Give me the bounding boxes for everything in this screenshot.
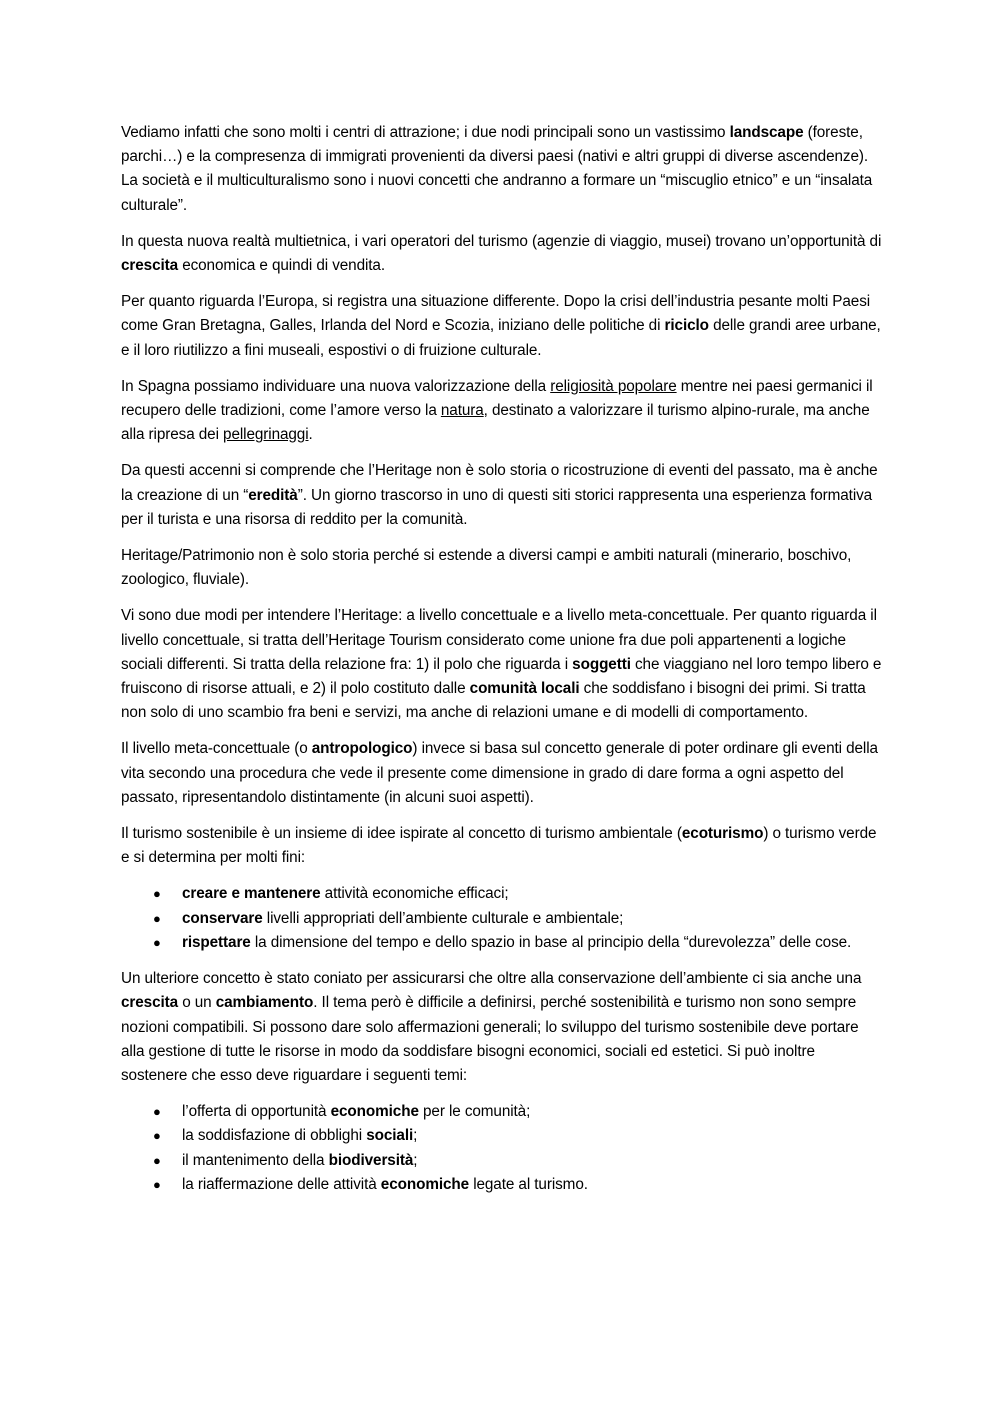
- text-run: ”. Un giorno trascorso in uno di questi siti storici rappresenta una esperienza formativa per il turista e una risorsa di reddito per la comunità.: [121, 486, 873, 528]
- document-body: [121, 121, 883, 1209]
- list-item: [153, 882, 883, 906]
- text-run: livelli appropriati dell’ambiente culturale e ambientale;: [262, 909, 624, 927]
- bold-term: antropologico: [311, 740, 413, 758]
- bullet-icon: ●: [153, 1128, 161, 1144]
- text-run: il mantenimento della: [182, 1151, 329, 1169]
- paragraph: [121, 544, 883, 592]
- bold-term: riciclo: [664, 317, 709, 335]
- text-run: Per quanto riguarda l’Europa, si registra una situazione differente. Dopo la crisi dell’industria pesante molti Paesi come Gran Bretagna, Galles, Irlanda del Nord e Scozia, iniziano delle politiche di: [121, 293, 871, 335]
- list-item: [153, 1149, 883, 1173]
- bullet-icon: ●: [153, 910, 161, 926]
- bullet-icon: ●: [153, 1104, 161, 1120]
- text-run: ) o turismo verde e si determina per molti fini:: [121, 825, 877, 867]
- bold-term: comunità locali: [469, 680, 580, 698]
- bold-term: soggetti: [572, 655, 631, 673]
- text-run: Il livello meta-concettuale (o: [121, 740, 312, 758]
- goals-list: [121, 882, 883, 955]
- text-run: (foreste, parchi…) e la compresenza di immigrati provenienti da diversi paesi (nativi e altri gruppi di diverse ascendenze). La società e il multiculturalismo sono i nuovi concetti che andranno a formare un “miscuglio etnico” e un “insalata culturale”.: [121, 124, 873, 214]
- bold-term: cambiamento: [215, 994, 314, 1012]
- paragraph: [121, 375, 883, 448]
- text-run: delle grandi aree urbane, e il loro riutilizzo a fini museali, espostivi o di fruizione culturale.: [121, 317, 881, 359]
- paragraph: [121, 967, 883, 1088]
- bold-term: eredità: [248, 486, 298, 504]
- text-run: attività economiche efficaci;: [320, 885, 509, 903]
- themes-list: [121, 1100, 883, 1197]
- paragraph: [121, 604, 883, 725]
- text-run: che soddisfano i bisogni dei primi. Si tratta non solo di uno scambio fra beni e servizi, ma anche di relazioni umane e di modelli di comportamento.: [121, 680, 866, 722]
- text-run: .: [308, 426, 313, 444]
- text-run: per le comunità;: [418, 1103, 531, 1121]
- text-run: che viaggiano nel loro tempo libero e fruiscono di risorse attuali, e 2) il polo costituto dalle: [121, 655, 882, 698]
- text-run: mentre nei paesi germanici il recupero delle tradizioni, come l’amore verso la: [121, 377, 873, 420]
- bold-term: economiche: [330, 1103, 419, 1121]
- bold-term: economiche: [380, 1175, 470, 1193]
- text-run: In questa nuova realtà multietnica, i vari operatori del turismo (agenzie di viaggio, musei) trovano un’opportunità di: [121, 232, 882, 250]
- bullet-icon: ●: [153, 934, 161, 950]
- bold-term: sociali: [366, 1127, 414, 1145]
- paragraph: [121, 822, 883, 870]
- bold-term: ecoturismo: [681, 825, 764, 843]
- text-run: In Spagna possiamo individuare una nuova valorizzazione della: [121, 377, 551, 395]
- paragraphs-before-list: [121, 121, 883, 870]
- text-run: ) invece si basa sul concetto generale di poter ordinare gli eventi della vita secondo una procedura che vede il presente come dimensione in grado di dare forma a ogni aspetto del passato, ripresentandolo distintamente (in alcuni suoi aspetti).: [121, 740, 878, 806]
- list-item: [153, 907, 883, 931]
- text-run: Da questi accenni si comprende che l’Heritage non è solo storia o ricostruzione di eventi del passato, ma è anche la creazione di un “: [121, 462, 878, 504]
- text-run: la riaffermazione delle attività: [182, 1175, 381, 1193]
- bold-term: conservare: [182, 909, 263, 927]
- text-run: , destinato a valorizzare il turismo alpino-rurale, ma anche alla ripresa dei: [121, 402, 870, 444]
- paragraph: [121, 290, 883, 363]
- underlined-term: pellegrinaggi: [223, 426, 309, 444]
- bold-term: crescita: [121, 994, 179, 1012]
- text-run: la dimensione del tempo e dello spazio in base al principio della “durevolezza” delle cose.: [250, 933, 852, 951]
- bold-term: biodiversità: [328, 1151, 414, 1169]
- paragraph: [121, 459, 883, 532]
- bold-term: landscape: [729, 124, 804, 141]
- text-run: o un: [178, 994, 216, 1012]
- text-run: economica e quindi di vendita.: [178, 257, 385, 275]
- bold-term: crescita: [121, 257, 179, 275]
- underlined-term: religiosità popolare: [550, 377, 677, 395]
- list-item: [153, 1100, 883, 1124]
- bullet-icon: ●: [153, 886, 161, 902]
- text-run: legate al turismo.: [469, 1175, 588, 1193]
- list-item: [153, 1173, 883, 1197]
- text-run: . Il tema però è difficile a definirsi, perché sostenibilità e turismo non sono sempre nozioni compatibili. Si possono dare solo affermazioni generali; lo sviluppo del turismo sostenibile deve portare alla gestione di tutte le risorse in modo da soddisfare bisogni economici, sociali ed estetici. Si può inoltre sostenere che esso deve riguardare i seguenti temi:: [121, 994, 859, 1084]
- paragraph: [121, 737, 883, 810]
- paragraph: [121, 121, 883, 218]
- text-run: Un ulteriore concetto è stato coniato per assicurarsi che oltre alla conservazione dell’ambiente ci sia anche una: [121, 970, 862, 988]
- text-run: ;: [413, 1127, 418, 1145]
- underlined-term: natura: [440, 402, 484, 420]
- list-item: [153, 931, 883, 955]
- text-run: ;: [413, 1151, 418, 1169]
- paragraph: [121, 230, 883, 278]
- bold-term: creare e mantenere: [182, 885, 321, 903]
- text-run: Vi sono due modi per intendere l’Heritage: a livello concettuale e a livello meta-concettuale. Per quanto riguarda il livello concettuale, si tratta dell’Heritage Tourism considerato come unione fra due poli appartenenti a logiche sociali differenti. Si tratta della relazione fra: 1) il polo che riguarda i: [121, 607, 877, 673]
- text-run: Il turismo sostenibile è un insieme di idee ispirate al concetto di turismo ambientale (: [121, 825, 682, 843]
- bold-term: rispettare: [182, 933, 251, 951]
- paragraph-after-list: [121, 967, 883, 1088]
- text-run: Heritage/Patrimonio non è solo storia perché si estende a diversi campi e ambiti naturali (minerario, boschivo, zoologico, fluviale).: [121, 547, 852, 589]
- text-run: la soddisfazione di obblighi: [182, 1127, 367, 1145]
- bullet-icon: ●: [153, 1176, 161, 1192]
- list-item: [153, 1124, 883, 1148]
- bullet-icon: ●: [153, 1152, 161, 1168]
- text-run: Vediamo infatti che sono molti i centri di attrazione; i due nodi principali sono un vastissimo: [121, 124, 730, 141]
- text-run: l’offerta di opportunità: [182, 1103, 331, 1121]
